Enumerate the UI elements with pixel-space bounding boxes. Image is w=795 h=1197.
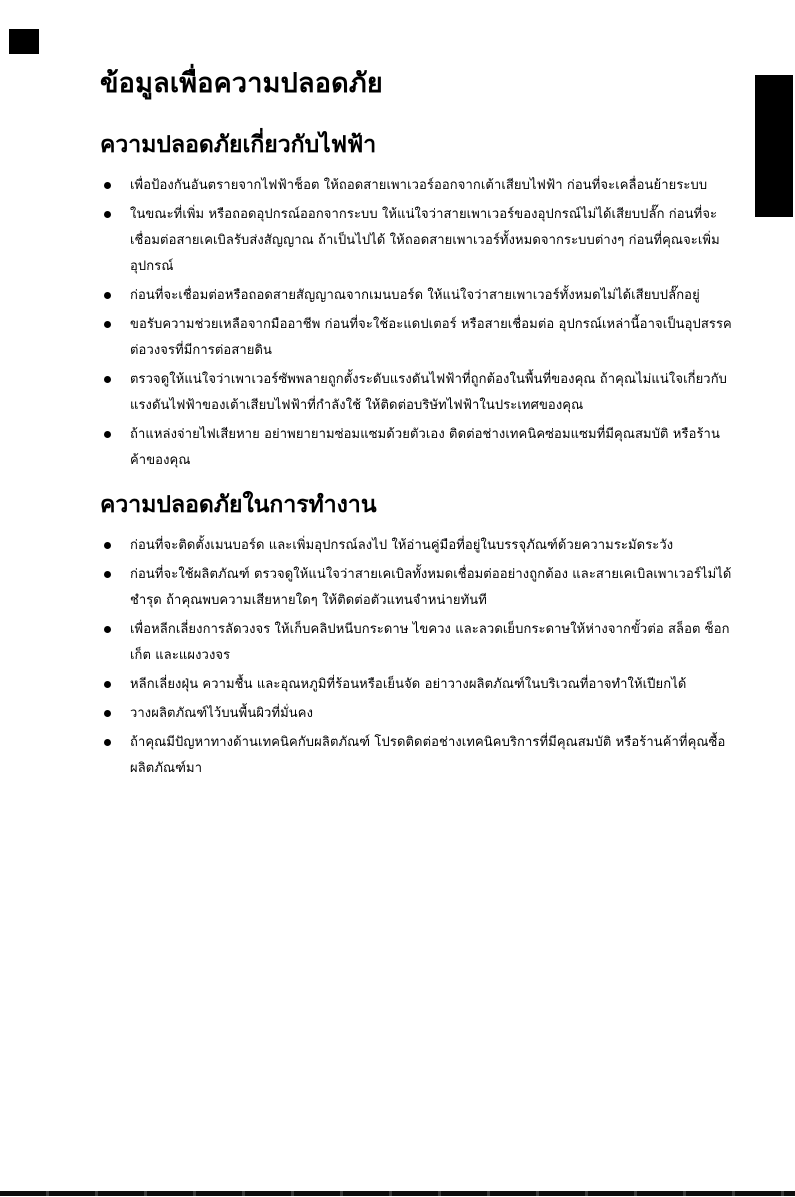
bullet-icon — [104, 211, 111, 218]
bullet-icon — [104, 292, 111, 299]
list-item — [100, 202, 732, 280]
list-item-text: วางผลิตภัณฑ์ไว้บนพื้นผิวที่มั่นคง — [130, 706, 314, 721]
list-item — [100, 701, 732, 727]
bullet-icon — [104, 681, 111, 688]
page-content — [100, 64, 732, 792]
bullet-list — [100, 173, 732, 474]
list-item — [100, 312, 732, 364]
list-item-text: ถ้าแหล่งจ่ายไฟเสียหาย อย่าพยายามซ่อมแซมด้วยตัวเอง ติดต่อช่างเทคนิคซ่อมแซมที่มีคุณสมบัติ หรือร้านค้าของคุณ — [130, 427, 720, 468]
list-item-text: ในขณะที่เพิ่ม หรือถอดอุปกรณ์ออกจากระบบ ให้แน่ใจว่าสายเพาเวอร์ของอุปกรณ์ไม่ได้เสียบปลั๊ก ก่อนที่จะเชื่อมต่อสายเคเบิลรับส่งสัญญาณ ถ้าเป็นไปได้ ให้ถอดสายเพาเวอร์ทั้งหมดจากระบบต่างๆ ก่อนที่คุณจะเพิ่มอุปกรณ์ — [130, 207, 720, 274]
list-item-text: ก่อนที่จะใช้ผลิตภัณฑ์ ตรวจดูให้แน่ใจว่าสายเคเบิลทั้งหมดเชื่อมต่ออย่างถูกต้อง และสายเคเบิลเพาเวอร์ไม่ได้ชำรุด ถ้าคุณพบความเสียหายใดๆ ให้ติดต่อตัวแทนจำหน่ายทันที — [130, 567, 732, 608]
bullet-icon — [104, 739, 111, 746]
bullet-icon — [104, 571, 111, 578]
list-item — [100, 533, 732, 559]
bullet-icon — [104, 321, 111, 328]
bullet-icon — [104, 542, 111, 549]
bottom-scan-rule — [0, 1191, 795, 1196]
list-item — [100, 422, 732, 474]
list-item-text: ถ้าคุณมีปัญหาทางด้านเทคนิคกับผลิตภัณฑ์ โปรดติดต่อช่างเทคนิคบริการที่มีคุณสมบัติ หรือร้านค้าที่คุณซื้อผลิตภัณฑ์มา — [130, 735, 726, 776]
list-item-text: ก่อนที่จะเชื่อมต่อหรือถอดสายสัญญาณจากเมนบอร์ด ให้แน่ใจว่าสายเพาเวอร์ทั้งหมดไม่ได้เสียบปลั๊กอยู่ — [130, 288, 700, 303]
list-item — [100, 562, 732, 614]
bullet-icon — [104, 376, 111, 383]
bullet-icon — [104, 626, 111, 633]
section-electrical-safety — [100, 128, 732, 474]
section-heading: ความปลอดภัยในการทำงาน — [100, 492, 377, 518]
list-item — [100, 672, 732, 698]
list-item-text: หลีกเลี่ยงฝุ่น ความชื้น และอุณหภูมิที่ร้อนหรือเย็นจัด อย่าวางผลิตภัณฑ์ในบริเวณที่อาจทำให้เปียกได้ — [130, 677, 687, 692]
section-operation-safety — [100, 488, 732, 782]
list-item — [100, 730, 732, 782]
chapter-side-tab — [755, 75, 793, 217]
list-item-text: เพื่อหลีกเลี่ยงการลัดวงจร ให้เก็บคลิปหนีบกระดาษ ไขควง และลวดเย็บกระดาษให้ห่างจากขั้วต่อ สล็อต ซ็อกเก็ต และแผงวงจร — [130, 622, 730, 663]
list-item — [100, 367, 732, 419]
list-item — [100, 617, 732, 669]
list-item-text: ขอรับความช่วยเหลือจากมืออาชีพ ก่อนที่จะใช้อะแดปเตอร์ หรือสายเชื่อมต่อ อุปกรณ์เหล่านี้อาจเป็นอุปสรรคต่อวงจรที่มีการต่อสายดิน — [130, 317, 732, 358]
bullet-icon — [104, 431, 111, 438]
bullet-icon — [104, 710, 111, 717]
corner-print-mark — [9, 29, 39, 54]
bullet-list — [100, 533, 732, 782]
list-item-text: เพื่อป้องกันอันตรายจากไฟฟ้าช็อต ให้ถอดสายเพาเวอร์ออกจากเต้าเสียบไฟฟ้า ก่อนที่จะเคลื่อนย้ายระบบ — [130, 178, 708, 193]
list-item — [100, 173, 732, 199]
page-title: ข้อมูลเพื่อความปลอดภัย — [100, 68, 383, 99]
section-heading: ความปลอดภัยเกี่ยวกับไฟฟ้า — [100, 132, 377, 158]
bullet-icon — [104, 182, 111, 189]
list-item-text: ก่อนที่จะติดตั้งเมนบอร์ด และเพิ่มอุปกรณ์ลงไป ให้อ่านคู่มือที่อยู่ในบรรจุภัณฑ์ด้วยความระมัดระวัง — [130, 538, 674, 553]
list-item — [100, 283, 732, 309]
list-item-text: ตรวจดูให้แน่ใจว่าเพาเวอร์ซัพพลายถูกตั้งระดับแรงดันไฟฟ้าที่ถูกต้องในพื้นที่ของคุณ ถ้าคุณไม่แน่ใจเกี่ยวกับแรงดันไฟฟ้าของเต้าเสียบไฟฟ้าที่กำลังใช้ ให้ติดต่อบริษัทไฟฟ้าในประเทศของคุณ — [130, 372, 728, 413]
